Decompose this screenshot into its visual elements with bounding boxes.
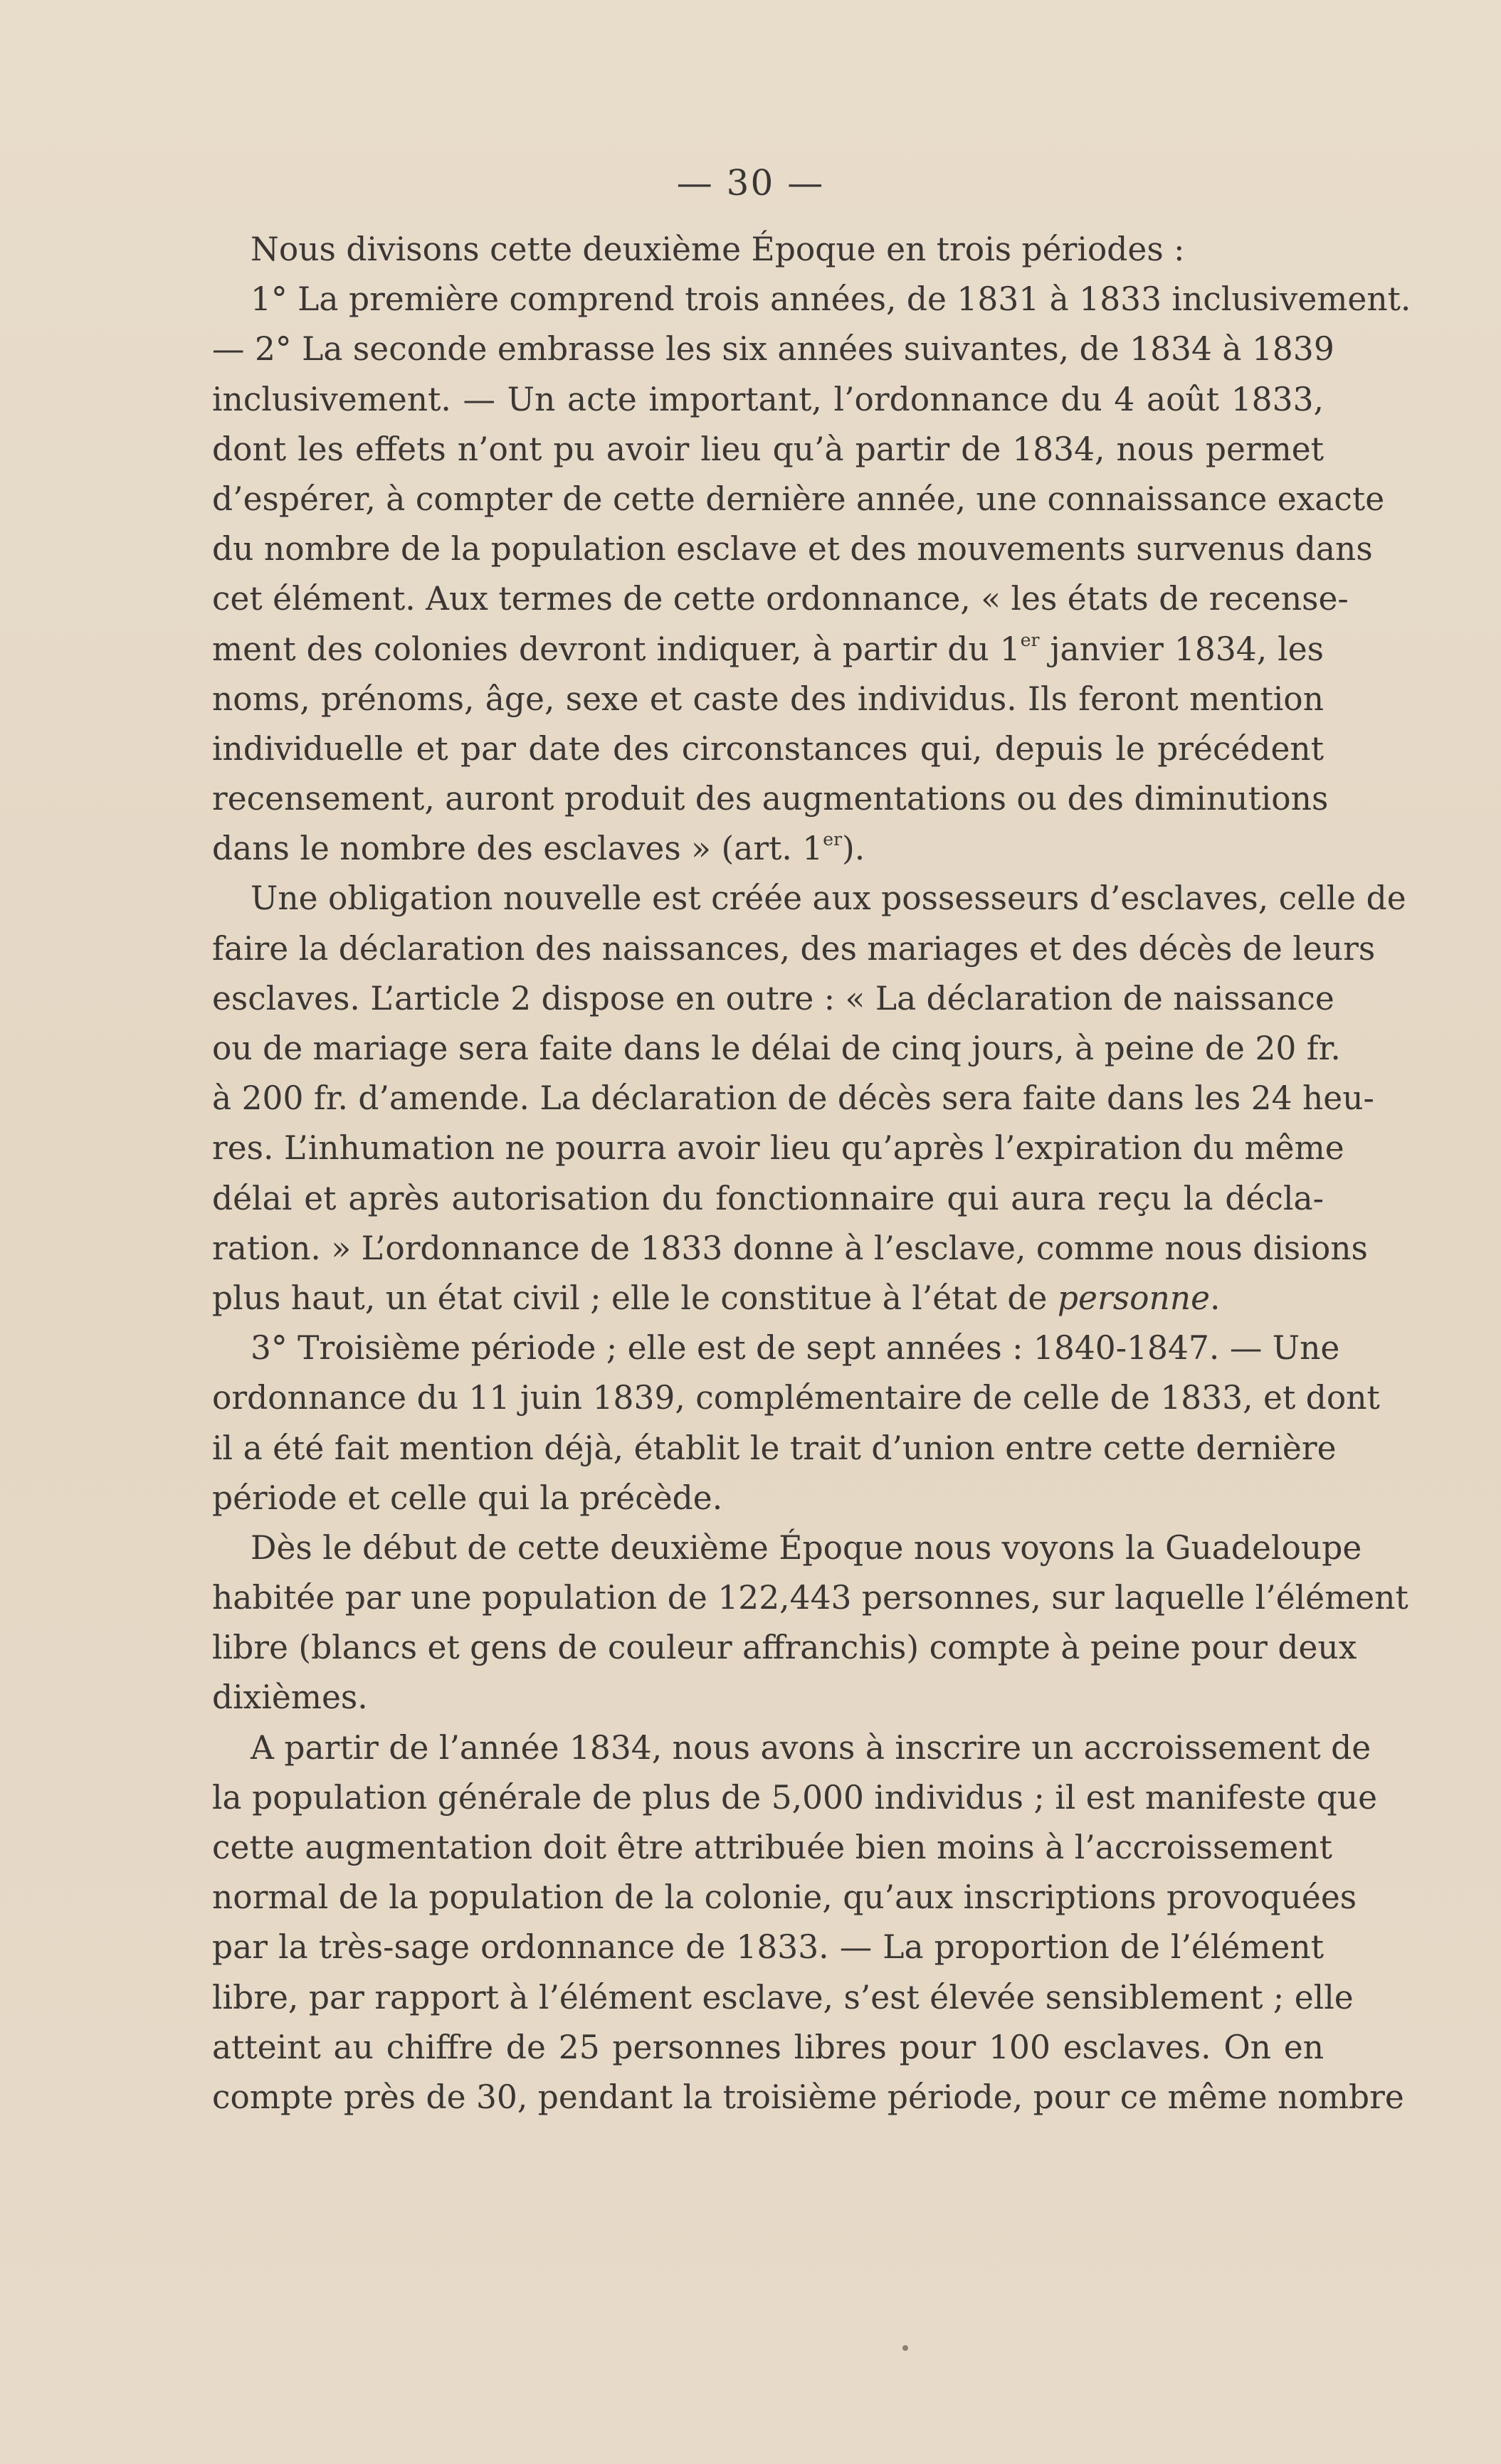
line-text: A partir de l’année 1834, nous avons à inscrire un accroissement de: [251, 1728, 1371, 1767]
text-line: [212, 1123, 1344, 1173]
body-text: [212, 225, 1411, 2122]
line-text: Une obligation nouvelle est créée aux possesseurs d’esclaves, celle de: [251, 879, 1406, 918]
line-text-after: janvier 1834, les: [1039, 630, 1324, 668]
text-line: [212, 1323, 1340, 1373]
line-text: normal de la population de la colonie, qu’aux inscriptions provoquées: [212, 1878, 1357, 1917]
superscript: er: [1020, 629, 1040, 650]
text-line: [212, 1224, 1368, 1274]
text-line: [212, 1373, 1380, 1423]
line-text: à 200 fr. d’amende. La déclaration de décès sera faite dans les 24 heu-: [212, 1079, 1374, 1118]
line-text: Nous divisons cette deuxième Époque en trois périodes :: [251, 231, 1185, 268]
text-line: [212, 924, 1376, 974]
line-text: inclusivement. — Un acte important, l’ordonnance du 4 août 1833,: [212, 380, 1324, 418]
line-text: dixièmes.: [212, 1678, 368, 1717]
text-line: [212, 524, 1373, 574]
line-text-after: .: [1210, 1279, 1221, 1317]
text-line: [212, 774, 1329, 824]
text-line: [212, 1723, 1371, 1773]
text-line: [212, 675, 1324, 724]
text-line: [212, 1673, 1324, 1723]
line-text: cet élément. Aux termes de cette ordonnance, « les états de recense-: [212, 580, 1349, 618]
line-text: dont les effets n’ont pu avoir lieu qu’à partir de 1834, nous permet: [212, 430, 1324, 468]
text-line: [212, 724, 1324, 774]
text-line: [212, 1474, 1324, 1523]
line-text: 1° La première comprend trois années, de 1831 à 1833 inclusivement.: [251, 280, 1411, 319]
text-line: [212, 1973, 1354, 2023]
line-text-before: ment des colonies devront indiquer, à partir du 1: [212, 630, 1021, 668]
text-line: [212, 1773, 1378, 1823]
text-line: [212, 324, 1334, 374]
line-text: noms, prénoms, âge, sexe et caste des individus. Ils feront mention: [212, 680, 1324, 718]
text-line: [212, 1623, 1357, 1673]
line-text: esclaves. L’article 2 dispose en outre : « La déclaration de naissance: [212, 979, 1334, 1017]
line-text: libre (blancs et gens de couleur affranchis) compte à peine pour deux: [212, 1629, 1357, 1667]
line-text: res. L’inhumation ne pourra avoir lieu qu’après l’expiration du même: [212, 1129, 1344, 1168]
text-line: [212, 1424, 1337, 1474]
text-line: [212, 1074, 1374, 1123]
line-text: ordonnance du 11 juin 1839, complémentaire de celle de 1833, et dont: [212, 1379, 1380, 1417]
line-text: par la très-sage ordonnance de 1833. — La proportion de l’élément: [212, 1928, 1324, 1967]
text-line: [212, 1024, 1341, 1074]
text-line: [212, 425, 1324, 475]
line-text: délai et après autorisation du fonctionnaire qui aura reçu la décla-: [212, 1179, 1324, 1217]
text-line: [212, 824, 1324, 874]
line-text: recensement, auront produit des augmentations ou des diminutions: [212, 780, 1329, 818]
text-line: [212, 475, 1385, 524]
text-line: [212, 225, 1324, 275]
line-text: ration. » L’ordonnance de 1833 donne à l’esclave, comme nous disions: [212, 1229, 1368, 1267]
text-line: [212, 375, 1324, 425]
text-line: [212, 2073, 1404, 2122]
line-text-before: plus haut, un état civil ; elle le constitue à l’état de: [212, 1279, 1058, 1317]
superscript: er: [823, 829, 843, 850]
text-line: [212, 974, 1334, 1024]
paper-speck: [902, 2345, 908, 2351]
text-line: [212, 1923, 1324, 1972]
text-line: [212, 574, 1349, 624]
text-line: [212, 275, 1411, 324]
line-text-after: ).: [842, 830, 865, 868]
page-number: — 30 —: [676, 162, 825, 203]
line-text: la population générale de plus de 5,000 individus ; il est manifeste que: [212, 1778, 1378, 1817]
text-line: [212, 874, 1406, 924]
text-line: [212, 2023, 1324, 2073]
line-text: 3° Troisième période ; elle est de sept années : 1840-1847. — Une: [251, 1329, 1340, 1368]
italic-word: personne: [1057, 1279, 1211, 1317]
line-text: faire la déclaration des naissances, des mariages et des décès de leurs: [212, 929, 1376, 968]
text-line: [212, 1174, 1324, 1224]
text-line: [212, 1523, 1362, 1573]
line-text: compte près de 30, pendant la troisième période, pour ce même nombre: [212, 2078, 1404, 2116]
line-text: Dès le début de cette deuxième Époque nous voyons la Guadeloupe: [251, 1528, 1362, 1567]
line-text: du nombre de la population esclave et des mouvements survenus dans: [212, 530, 1373, 569]
line-text: il a été fait mention déjà, établit le trait d’union entre cette dernière: [212, 1429, 1337, 1467]
line-text-before: dans le nombre des esclaves » (art. 1: [212, 830, 823, 868]
line-text: cette augmentation doit être attribuée bien moins à l’accroissement: [212, 1829, 1332, 1866]
text-line: [212, 625, 1324, 675]
line-text: d’espérer, à compter de cette dernière année, une connaissance exacte: [212, 480, 1385, 518]
line-text: ou de mariage sera faite dans le délai de cinq jours, à peine de 20 fr.: [212, 1030, 1341, 1067]
text-line: [212, 1823, 1332, 1873]
text-line: [212, 1873, 1357, 1923]
text-line: [212, 1573, 1408, 1623]
line-text: période et celle qui la précède.: [212, 1479, 723, 1517]
line-text: habitée par une population de 122,443 personnes, sur laquelle l’élément: [212, 1579, 1408, 1617]
line-text: — 2° La seconde embrasse les six années suivantes, de 1834 à 1839: [212, 330, 1334, 369]
text-line: [212, 1274, 1324, 1323]
line-text: individuelle et par date des circonstances qui, depuis le précédent: [212, 729, 1324, 768]
line-text: atteint au chiffre de 25 personnes libres pour 100 esclaves. On en: [212, 2028, 1324, 2066]
line-text: libre, par rapport à l’élément esclave, s’est élevée sensiblement ; elle: [212, 1978, 1354, 2016]
